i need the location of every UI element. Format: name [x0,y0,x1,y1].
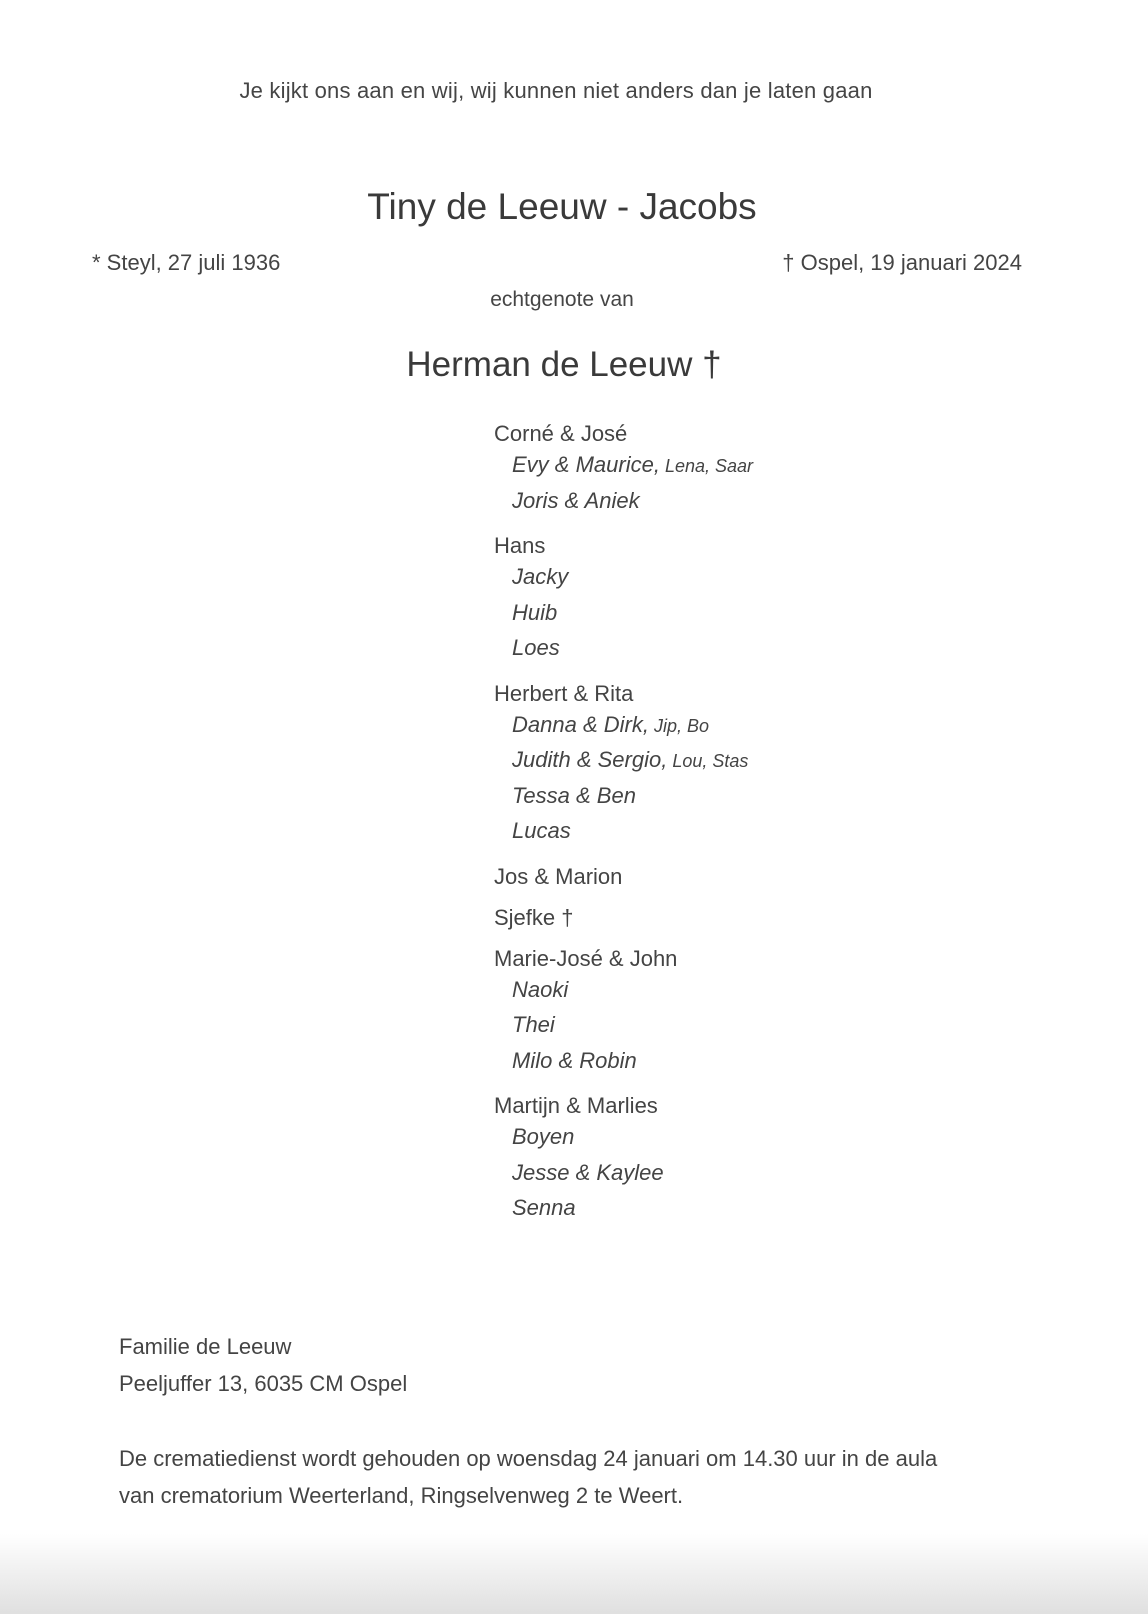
family-group [494,945,894,1082]
street-address: Peeljuffer 13, 6035 CM Ospel [119,1371,408,1396]
family-group [494,532,894,669]
family-group [494,420,894,521]
spouse-name: Herman de Leeuw † [406,345,722,384]
grandchild-row [494,450,894,486]
relation-text: echtgenote van [490,288,634,311]
family-group [494,863,894,893]
grandchild-name: Loes [512,635,560,660]
grandchild-name: Danna & Dirk, [512,711,649,737]
great-grandchildren: Jip, Bo [648,715,709,736]
child-name: Corné & José [494,421,628,446]
grandchild-name: Joris & Aniek [512,487,640,513]
great-grandchildren: Lou, Stas [667,751,749,771]
child-name: Hans [494,533,546,558]
address-block [119,1328,407,1402]
grandchild-row [494,633,894,669]
child-name: Martijn & Marlies [494,1093,658,1118]
death-info: † Ospel, 19 januari 2024 [782,250,1022,275]
grandchild-name: Jacky [512,564,569,589]
grandchild-name: Milo & Robin [512,1047,637,1073]
grandchild-row [494,1158,894,1194]
child-name: Marie-José & John [494,945,678,971]
family-group [494,1092,894,1229]
great-grandchildren: Lena, Saar [659,456,754,476]
bottom-fade [0,1534,1148,1614]
birth-info: * Steyl, 27 juli 1936 [92,250,281,275]
service-line-1: De crematiedienst wordt gehouden op woensdag 24 januari om 14.30 uur in de aula [119,1446,938,1471]
grandchild-row [494,1122,894,1158]
grandchild-row [494,710,894,746]
grandchild-row [494,975,894,1011]
child-name: Herbert & Rita [494,680,634,706]
grandchild-row [494,781,894,817]
service-announcement [119,1440,1039,1514]
grandchild-name: Naoki [512,976,569,1002]
child-name: Sjefke † [494,904,574,930]
grandchild-name: Senna [512,1195,576,1220]
family-name: Familie de Leeuw [119,1334,292,1359]
grandchild-row [494,1046,894,1082]
grandchild-row [494,816,894,852]
grandchild-name: Jesse & Kaylee [512,1159,664,1185]
grandchild-row [494,486,894,522]
grandchild-row [494,562,894,598]
deceased-name: Tiny de Leeuw - Jacobs [367,186,757,227]
service-line-2: van crematorium Weerterland, Ringselvenweg 2 te Weert. [119,1483,684,1508]
grandchild-row [494,598,894,634]
motto-text: Je kijkt ons aan en wij, wij kunnen niet anders dan je laten gaan [239,78,873,103]
family-list [494,420,894,1240]
grandchild-row [494,1193,894,1229]
grandchild-row [494,745,894,781]
grandchild-name: Judith & Sergio, [512,747,668,772]
family-group [494,680,894,852]
grandchild-name: Evy & Maurice, [512,452,660,477]
grandchild-name: Thei [512,1012,555,1037]
grandchild-name: Lucas [512,818,571,843]
child-name: Jos & Marion [494,863,623,889]
grandchild-name: Boyen [512,1124,575,1149]
grandchild-name: Huib [512,599,558,625]
grandchild-row [494,1010,894,1046]
grandchild-name: Tessa & Ben [512,782,636,808]
family-group [494,904,894,934]
